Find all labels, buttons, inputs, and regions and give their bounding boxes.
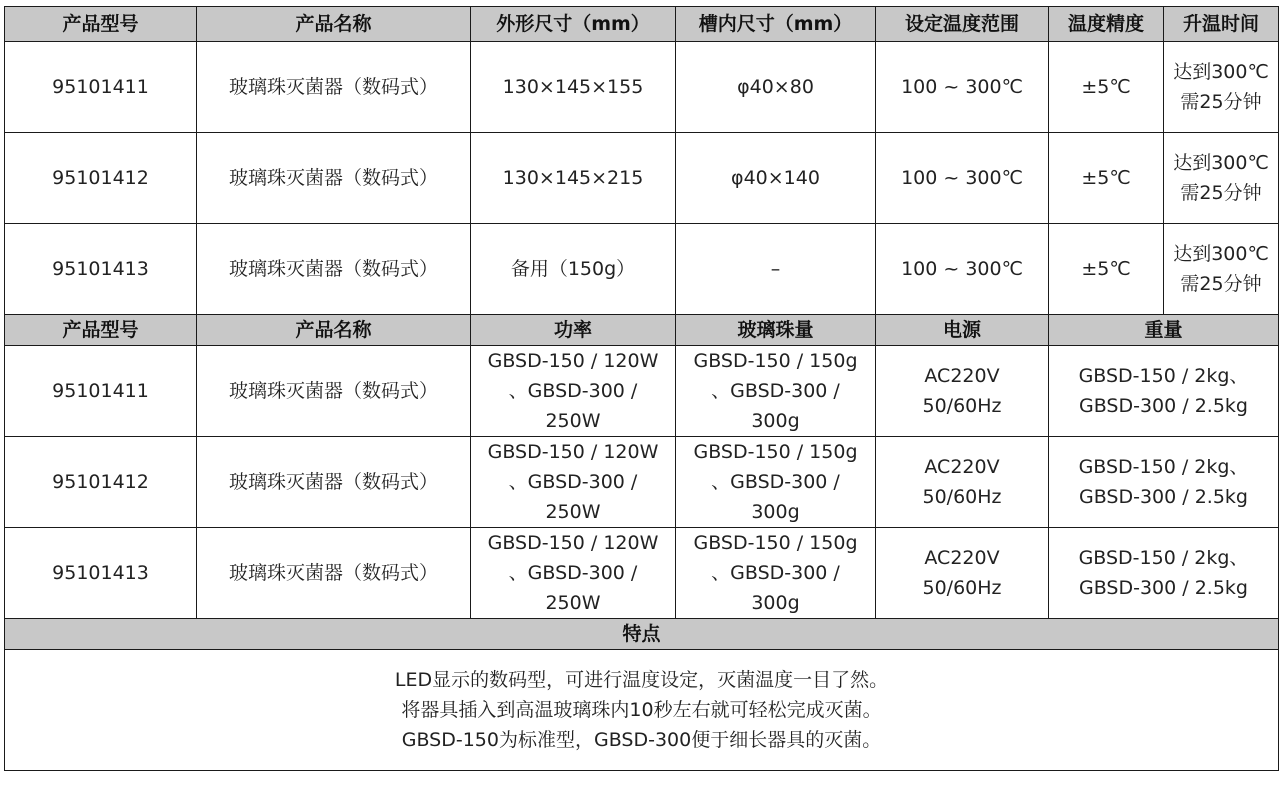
beads-line: 、GBSD-300 / [711,471,840,493]
supply-line: 50/60Hz [922,486,1002,508]
cell-name: 玻璃珠灭菌器（数码式） [197,42,471,133]
cell-outer-size: 130×145×155 [471,42,676,133]
cell-name: 玻璃珠灭菌器（数码式） [197,133,471,224]
header-row-2 [5,315,1279,346]
table-row [5,528,1279,619]
header-outer-size: 外形尺寸（mm） [471,7,676,42]
weight-line: GBSD-150 / 2kg、 [1078,365,1249,387]
cell-heat-time [1164,224,1279,315]
heat-time-line-1: 达到300℃ [1173,152,1269,174]
features-title: 特点 [5,619,1279,650]
cell-name: 玻璃珠灭菌器（数码式） [197,224,471,315]
table-row [5,224,1279,315]
heat-time-line-1: 达到300℃ [1173,61,1269,83]
supply-line: 50/60Hz [922,577,1002,599]
supply-line: AC220V [924,547,1000,569]
cell-name: 玻璃珠灭菌器（数码式） [197,346,471,437]
power-line: 、GBSD-300 / [508,380,638,402]
heat-time-line-2: 需25分钟 [1180,273,1262,295]
weight-line: GBSD-300 / 2.5kg [1079,577,1248,599]
header-name: 产品名称 [197,7,471,42]
cell-temp-range: 100 ~ 300℃ [876,42,1049,133]
header-temp-range: 设定温度范围 [876,7,1049,42]
beads-line: 、GBSD-300 / [711,380,840,402]
cell-temp-range: 100 ~ 300℃ [876,133,1049,224]
heat-time-line-2: 需25分钟 [1180,91,1262,113]
power-line: GBSD-150 / 120W [487,532,659,554]
cell-power [471,437,676,528]
cell-name: 玻璃珠灭菌器（数码式） [197,437,471,528]
header-precision: 温度精度 [1049,7,1164,42]
supply-line: 50/60Hz [922,395,1002,417]
header-name: 产品名称 [197,315,471,346]
beads-line: GBSD-150 / 150g [693,441,858,463]
header-model: 产品型号 [5,315,197,346]
cell-bead-amount [676,437,876,528]
features-cell [5,650,1279,771]
supply-line: AC220V [924,365,1000,387]
feature-line: GBSD-150为标准型，GBSD-300便于细长器具的灭菌。 [401,729,882,751]
header-row-1 [5,7,1279,42]
power-line: GBSD-150 / 120W [487,350,659,372]
cell-precision: ±5℃ [1049,224,1164,315]
cell-power-supply [876,528,1049,619]
beads-line: GBSD-150 / 150g [693,532,858,554]
beads-line: 、GBSD-300 / [711,562,840,584]
cell-name: 玻璃珠灭菌器（数码式） [197,528,471,619]
cell-model: 95101412 [5,437,197,528]
supply-line: AC220V [924,456,1000,478]
cell-bead-amount [676,528,876,619]
weight-line: GBSD-300 / 2.5kg [1079,486,1248,508]
power-line: GBSD-150 / 120W [487,441,659,463]
table-row [5,133,1279,224]
weight-line: GBSD-150 / 2kg、 [1078,456,1249,478]
cell-power [471,528,676,619]
cell-model: 95101411 [5,42,197,133]
power-line: 250W [545,592,601,614]
weight-line: GBSD-300 / 2.5kg [1079,395,1248,417]
power-line: 、GBSD-300 / [508,471,638,493]
weight-line: GBSD-150 / 2kg、 [1078,547,1249,569]
table-row [5,437,1279,528]
cell-outer-size: 130×145×215 [471,133,676,224]
cell-temp-range: 100 ~ 300℃ [876,224,1049,315]
power-line: 250W [545,410,601,432]
header-power: 功率 [471,315,676,346]
cell-inner-size: φ40×80 [676,42,876,133]
beads-line: GBSD-150 / 150g [693,350,858,372]
feature-line: LED显示的数码型，可进行温度设定，灭菌温度一目了然。 [394,669,889,691]
cell-heat-time [1164,133,1279,224]
cell-precision: ±5℃ [1049,133,1164,224]
cell-power [471,346,676,437]
cell-model: 95101413 [5,224,197,315]
power-line: 250W [545,501,601,523]
cell-power-supply [876,346,1049,437]
heat-time-line-2: 需25分钟 [1180,182,1262,204]
cell-precision: ±5℃ [1049,42,1164,133]
feature-line: 将器具插入到高温玻璃珠内10秒左右就可轻松完成灭菌。 [401,699,882,721]
product-spec-table [4,6,1279,771]
cell-power-supply [876,437,1049,528]
heat-time-line-1: 达到300℃ [1173,243,1269,265]
header-heat-time: 升温时间 [1164,7,1279,42]
cell-model: 95101413 [5,528,197,619]
header-bead-amount: 玻璃珠量 [676,315,876,346]
cell-inner-size: – [676,224,876,315]
features-header-row [5,619,1279,650]
cell-weight [1049,346,1279,437]
cell-heat-time [1164,42,1279,133]
header-power-supply: 电源 [876,315,1049,346]
features-row [5,650,1279,771]
cell-inner-size: φ40×140 [676,133,876,224]
beads-line: 300g [751,501,800,523]
cell-outer-size: 备用（150g） [471,224,676,315]
header-inner-size: 槽内尺寸（mm） [676,7,876,42]
cell-model: 95101412 [5,133,197,224]
cell-weight [1049,437,1279,528]
cell-model: 95101411 [5,346,197,437]
header-model: 产品型号 [5,7,197,42]
table-row [5,42,1279,133]
cell-bead-amount [676,346,876,437]
beads-line: 300g [751,410,800,432]
table-row [5,346,1279,437]
beads-line: 300g [751,592,800,614]
cell-weight [1049,528,1279,619]
header-weight: 重量 [1049,315,1279,346]
power-line: 、GBSD-300 / [508,562,638,584]
